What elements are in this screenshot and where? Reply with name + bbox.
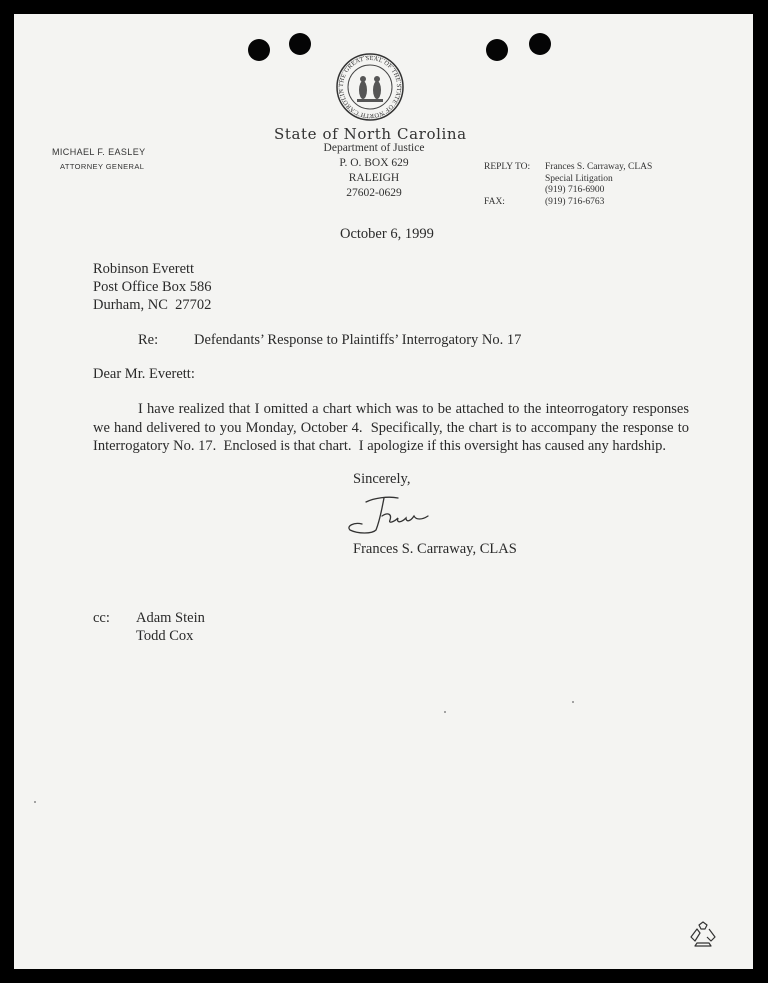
recipient-address-line2: Durham, NC 27702 [93, 297, 212, 313]
attorney-name: MICHAEL F. EASLEY [52, 147, 146, 157]
reply-to-label: REPLY TO: [484, 162, 531, 172]
city: RALEIGH [348, 172, 400, 184]
re-subject: Defendants’ Response to Plaintiffs’ Interrogatory No. 17 [194, 332, 522, 348]
body-paragraph: I have realized that I omitted a chart which was to be attached to the inteorrogatory responses we hand delivered to you Monday, October 4. Specifically, the chart is to accompany the response to Interrogatory No. 17. Enclosed is that chart. I apologize if this oversight has caused any hardship. [93, 401, 693, 454]
scan-speck [572, 701, 574, 703]
cc-recipient: Todd Cox [136, 628, 194, 644]
punch-hole [289, 33, 311, 55]
reply-name: Frances S. Carraway, CLAS [545, 162, 653, 172]
salutation: Dear Mr. Everett: [93, 366, 195, 382]
recipient-address-line1: Post Office Box 586 [93, 279, 212, 295]
recycle-icon [689, 921, 717, 947]
po-box: P. O. BOX 629 [339, 157, 409, 169]
recipient-name: Robinson Everett [93, 261, 195, 277]
state-seal-icon [335, 52, 405, 122]
reply-phone: (919) 716-6900 [545, 185, 605, 195]
cc-recipient: Adam Stein [136, 610, 205, 626]
letter-page [14, 14, 753, 969]
state-title: State of North Carolina [274, 125, 467, 143]
scan-speck [444, 711, 446, 713]
seal-text: THE GREAT SEAL OF THE STATE OF NORTH CAROLIN [337, 54, 403, 120]
fax-number: (919) 716-6763 [545, 197, 605, 207]
scan-speck [34, 801, 36, 803]
punch-hole [486, 39, 508, 61]
cc-label: cc: [93, 610, 110, 626]
reply-division: Special Litigation [545, 174, 613, 184]
fax-label: FAX: [484, 197, 505, 207]
department-name: Department of Justice [323, 142, 425, 154]
handwritten-signature [344, 492, 434, 543]
re-label: Re: [138, 332, 159, 348]
attorney-title: ATTORNEY GENERAL [60, 162, 145, 171]
zip-code: 27602-0629 [346, 187, 402, 199]
closing: Sincerely, [353, 471, 411, 487]
letter-date: October 6, 1999 [340, 226, 434, 242]
punch-hole [529, 33, 551, 55]
signer-name: Frances S. Carraway, CLAS [353, 541, 517, 557]
punch-hole [248, 39, 270, 61]
